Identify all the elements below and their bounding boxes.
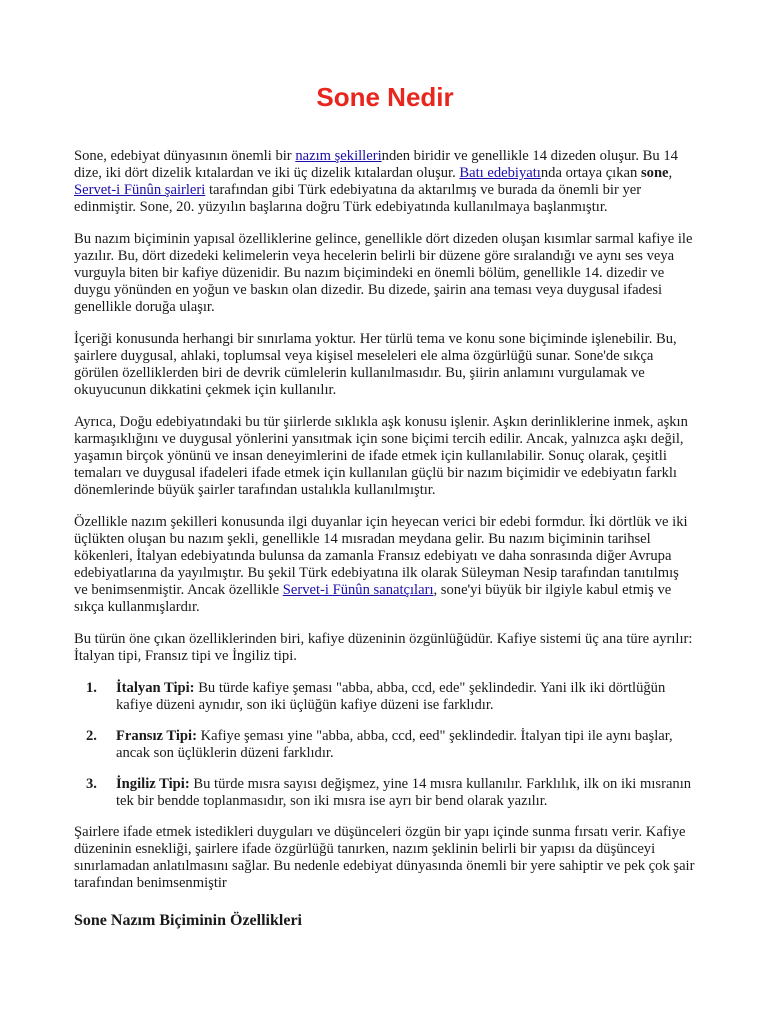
text-run: Sone, edebiyat dünyasının önemli bir [74,148,296,164]
paragraph-conclusion: Şairlere ifade etmek istedikleri duyguları ve düşünceleri özgün bir yapı içinde sunma fırsatı verir. Kafiye düzeninin esnekliği, şairlere ifade özgürlüğü tanırken, nazım şeklinin belirli bir yapısı da düşünceyi sınırlamadan anlatılmasını sağlar. Bu nedenle edebiyat dünyasında önemli bir yere sahiptir ve pek çok şair tarafından benimsenmiştir [74,824,695,891]
paragraph-intro [74,148,696,216]
text-run: nda ortaya çıkan [540,165,641,181]
link-servet-i-funun-sairleri[interactable]: Servet-i Fünûn şairleri [74,182,206,198]
list-item-text: Kafiye şeması yine "abba, abba, ccd, eed" şeklindedir. İtalyan tipi ile aynı başlar, ancak son üçlüklerin düzeni farklıdır. [116,728,673,761]
paragraph-structure: Bu nazım biçiminin yapısal özelliklerine gelince, genellikle dört dizeden oluşan kısımlar sarmal kafiye ile yazılır. Bu, dört dizedeki kelimelerin veya hecelerin belirli bir düzene göre sıralandığı ve aynı ses veya vurguyla biten bir kafiye düzenidir. Bu nazım biçimindeki en önemli bölüm, genellikle 14. dizedir ve duygu yönünden en yoğun ve baskın olan dizedir. Bu dizede, şairin ana teması veya duygusal ifadesi genellikle doruğa ulaşır. [74,231,693,315]
list-item [74,680,696,714]
link-servet-i-funun-sanatcilari[interactable]: Servet-i Fünûn sanatçıları [282,582,434,598]
bold-term-sone: sone [640,165,669,181]
rhyme-type-list [74,680,696,810]
text-run: tarafından gibi Türk edebiyatına da aktarılmış ve burada da önemli bir yer edinmiştir. Sone, 20. yüzyılın başlarına doğru Türk edebiyatında kullanılmaya başlanmıştır. [74,182,642,215]
text-run: , sone'yi büyük bir ilgiyle kabul etmiş ve sıkça kullanmışlardır. [74,582,672,615]
list-number: 2. [86,728,97,744]
list-number: 1. [86,680,97,696]
list-item [74,728,696,762]
link-nazim-sekilleri[interactable]: nazım şekilleri [295,148,382,164]
text-run: , [668,165,673,181]
list-number: 3. [86,776,97,792]
list-item-label: Fransız Tipi: [116,728,197,744]
text-run: nden biridir ve genellikle 14 dizeden oluşur. Bu 14 dize, iki dört dizelik kıtalardan ve iki üç dizelik kıtalardan oluşur. [74,148,678,181]
page-title: Sone Nedir [316,82,454,112]
list-item-text: Bu türde mısra sayısı değişmez, yine 14 mısra kullanılır. Farklılık, ilk on iki mısranın tek bir bendde toplanmasıdır, son iki mısra ise ayrı bir bend olarak yazılır. [116,776,692,809]
section-heading: Sone Nazım Biçiminin Özellikleri [74,912,302,929]
paragraph-rhyme-intro: Bu türün öne çıkan özelliklerinden biri, kafiye düzeninin özgünlüğüdür. Kafiye sistemi üç ana türe ayrılır: İtalyan tipi, Fransız tipi ve İngiliz tipi. [74,631,693,664]
paragraph-content: İçeriği konusunda herhangi bir sınırlama yoktur. Her türlü tema ve konu sone biçiminde işlenebilir. Bu, şairlere duygusal, ahlaki, toplumsal veya kişisel meseleleri ele alma özgürlüğü sunar. Sone'de sıkça görülen özelliklerden biri de devrik cümlelerin kullanılmasıdır. Bu, şiirin anlamını vurgulamak ve okuyucunun dikkatini çekmek için kullanılır. [74,331,677,398]
paragraph-history [74,514,696,616]
text-run: Özellikle nazım şekilleri konusunda ilgi duyanlar için heyecan verici bir edebi formdur. İki dörtlük ve iki üçlükten oluşan bu nazım şekli, genellikle 14 mısradan meydana gelir. Bu nazım biçiminin tarihsel kökenleri, İtalyan edebiyatında bulunsa da zamanla Fransız edebiyatı ve daha sonrasında diğer Avrupa edebiyatlarına da yayılmıştır. Bu şekil Türk edebiyatına ilk olarak Süleyman Nesip tarafından tanıtılmış ve benimsenmiştir. Ancak özellikle [74,514,688,598]
paragraph-eastern-literature: Ayrıca, Doğu edebiyatındaki bu tür şiirlerde sıklıkla aşk konusu işlenir. Aşkın derinliklerine inmek, aşkın karmaşıklığını ve duygusal yönlerini yansıtmak için sone biçimi tercih edilir. Ancak, yalnızca aşkı değil, yaşamın birçok yönünü ve insan deneyimlerini de ifade etmek için kullanılabilir. Sonuç olarak, çeşitli temaları ve duygusal ifadeleri ifade etmek için kullanılan güçlü bir nazım biçimidir ve edebiyatın farklı dönemlerinde büyük şairler tarafından ustalıkla kullanılmıştır. [74,414,688,498]
list-item-label: İtalyan Tipi: [116,680,195,696]
article-body [74,148,696,929]
list-item-label: İngiliz Tipi: [116,776,190,792]
link-bati-edebiyati[interactable]: Batı edebiyatı [459,165,541,181]
list-item-text: Bu türde kafiye şeması "abba, abba, ccd, ede" şeklindedir. Yani ilk iki dörtlüğün kafiye düzeni aynıdır, son iki üçlüğün kafiye düzeni ise farklıdır. [116,680,666,713]
list-item [74,776,696,810]
